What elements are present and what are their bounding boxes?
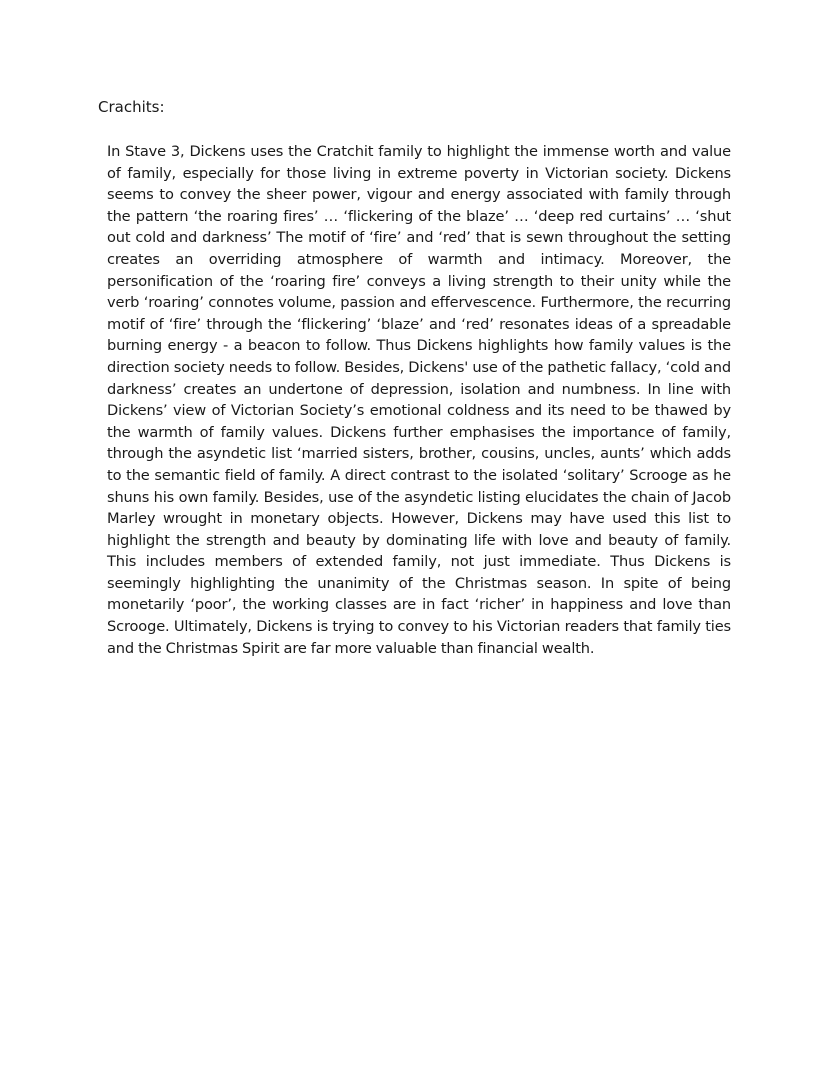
essay-paragraph: In Stave 3, Dickens uses the Cratchit family to highlight the immense worth and value of family, especially for those living in extreme poverty in Victorian society. Dickens seems to convey the sheer power, vigour and energy associated with family through the pattern ‘the roaring fires’ … ‘flickering of the blaze’ … ‘deep red curtains’ … ‘shut out cold and darkness’ The motif of ‘fire’ and ‘red’ that is sewn throughout the setting creates an overriding atmosphere of warmth and intimacy. Moreover, the personification of the ‘roaring fire’ conveys a living strength to their unity while the verb ‘roaring’ connotes volume, passion and effervescence. Furthermore, the recurring motif of ‘fire’ through the ‘flickering’ ‘blaze’ and ‘red’ resonates ideas of a spreadable burning energy - a beacon to follow. Thus Dickens highlights how family values is the direction society needs to follow. Besides, Dickens' use of the pathetic fallacy, ‘cold and darkness’ creates an undertone of depression, isolation and numbness. In line with Dickens’ view of Victorian Society’s emotional coldness and its need to be thawed by the warmth of family values. Dickens further emphasises the importance of family, through the asyndetic list ‘married sisters, brother, cousins, uncles, aunts’ which adds to the semantic field of family. A direct contrast to the isolated ‘solitary’ Scrooge as he shuns his own family. Besides, use of the asyndetic listing elucidates the chain of Jacob Marley wrought in monetary objects. However, Dickens may have used this list to highlight the strength and beauty by dominating life with love and beauty of family. This includes members of extended family, not just immediate. Thus Dickens is seemingly highlighting the unanimity of the Christmas season. In spite of being monetarily ‘poor’, the working classes are in fact ‘richer’ in happiness and love than Scrooge. Ultimately, Dickens is trying to convey to his Victorian readers that family ties and the Christmas Spirit are far more valuable than financial wealth. xyxy=(107,143,731,657)
document-heading: Crachits: xyxy=(98,98,165,116)
